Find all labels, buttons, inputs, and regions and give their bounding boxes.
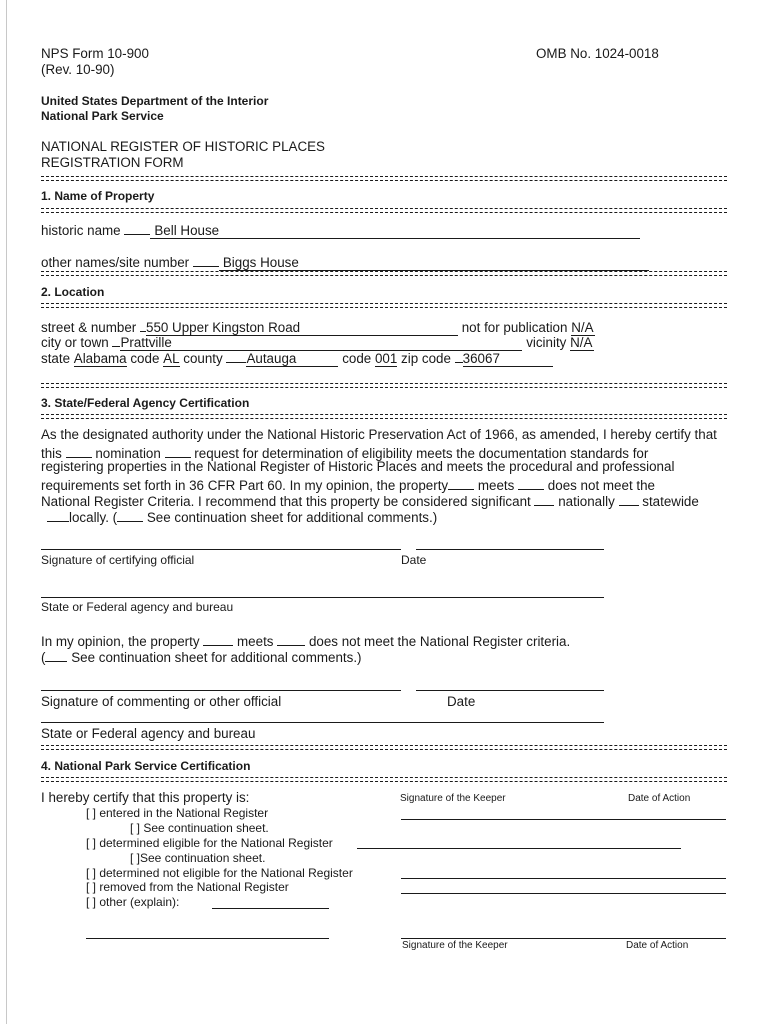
state-code-field[interactable]: AL xyxy=(163,351,180,366)
statewide-blank[interactable] xyxy=(619,491,639,506)
section-divider xyxy=(41,745,727,750)
cert-meets: meets xyxy=(477,478,515,493)
state-label: state xyxy=(41,351,71,366)
option-removed[interactable]: [ ] removed from the National Register xyxy=(86,880,289,894)
opinion-line2 xyxy=(41,647,362,666)
opinion-meets: meets xyxy=(237,634,274,649)
option-eligible-continuation[interactable]: [ ]See continuation sheet. xyxy=(130,851,266,865)
zip-label: zip code xyxy=(401,351,451,366)
keeper-signature-label: Signature of the Keeper xyxy=(400,793,506,804)
option-entered[interactable]: [ ] entered in the National Register xyxy=(86,806,269,820)
underline xyxy=(226,348,246,363)
certifying-date-label: Date xyxy=(401,553,427,567)
option-other[interactable]: [ ] other (explain): xyxy=(86,895,180,909)
scan-edge-line xyxy=(6,0,7,1024)
nationally-blank[interactable] xyxy=(534,491,554,506)
cert-continuation: See continuation sheet for additional comments.) xyxy=(146,510,438,525)
county-code-field[interactable]: 001 xyxy=(374,351,398,366)
state-code-label: code xyxy=(130,351,160,366)
street-label: street & number xyxy=(41,320,137,335)
request-blank[interactable] xyxy=(165,443,191,458)
opinion-not-meet-blank[interactable] xyxy=(277,631,305,646)
form-title-line1: NATIONAL REGISTER OF HISTORIC PLACES xyxy=(41,139,325,154)
county-label: county xyxy=(183,351,223,366)
agency-bureau-line[interactable] xyxy=(41,597,604,598)
underline xyxy=(455,348,463,363)
option-entered-continuation[interactable]: [ ] See continuation sheet. xyxy=(130,821,269,835)
not-for-publication-field[interactable]: N/A xyxy=(571,320,594,335)
not-for-publication-label: not for publication xyxy=(461,320,568,335)
section-divider xyxy=(41,303,727,308)
other-names-label: other names/site number xyxy=(41,255,190,270)
underline xyxy=(112,332,120,347)
cert-recommend: National Register Criteria. I recommend that this property be considered significant xyxy=(41,494,531,509)
certifying-signature-label: Signature of certifying official xyxy=(41,553,195,567)
commenting-signature-line[interactable] xyxy=(41,690,401,691)
cert-locally: locally. ( xyxy=(69,510,118,525)
locally-blank[interactable] xyxy=(47,507,69,522)
nomination-blank[interactable] xyxy=(66,443,92,458)
agency-bureau-line-2[interactable] xyxy=(41,722,604,723)
section-divider xyxy=(41,271,727,276)
city-field[interactable]: Prattville xyxy=(120,336,522,351)
section-divider xyxy=(41,208,727,213)
section-divider xyxy=(41,777,727,782)
eligible-signature-line[interactable] xyxy=(357,848,681,849)
continuation-blank[interactable] xyxy=(117,507,143,522)
not-meet-blank[interactable] xyxy=(518,475,544,490)
keeper-certify-text: I hereby certify that this property is: xyxy=(41,790,250,805)
form-revision: (Rev. 10-90) xyxy=(41,62,115,77)
cert-text-line3: registering properties in the National Register of Historic Places and meets the procedural and professional xyxy=(41,459,675,474)
keeper-signature-line-bottom[interactable] xyxy=(401,938,726,939)
commenting-signature-label: Signature of commenting or other official xyxy=(41,694,282,709)
opinion-text: In my opinion, the property xyxy=(41,634,200,649)
not-eligible-signature-line[interactable] xyxy=(401,878,726,879)
date-of-action-label: Date of Action xyxy=(628,793,691,804)
form-id: NPS Form 10-900 xyxy=(41,46,149,61)
underline xyxy=(124,220,150,235)
cert-nomination: nomination xyxy=(95,446,161,461)
section1-heading: 1. Name of Property xyxy=(41,189,155,203)
section-divider xyxy=(41,176,727,181)
zip-field[interactable]: 36067 xyxy=(463,352,553,367)
opinion-paren: ( xyxy=(41,650,46,665)
opinion-not-meet: does not meet the National Register criteria. xyxy=(308,634,571,649)
agency-bureau-label-2: State or Federal agency and bureau xyxy=(41,726,256,741)
section3-heading: 3. State/Federal Agency Certification xyxy=(41,396,250,410)
county-field[interactable]: Autauga xyxy=(246,352,338,367)
option-not-eligible[interactable]: [ ] determined not eligible for the National Register xyxy=(86,866,353,880)
certifying-date-line[interactable] xyxy=(416,549,604,550)
vicinity-field[interactable]: N/A xyxy=(570,335,593,350)
opinion-meets-blank[interactable] xyxy=(203,631,233,646)
city-label: city or town xyxy=(41,335,109,350)
cert-statewide: statewide xyxy=(642,494,699,509)
cert-this: this xyxy=(41,446,62,461)
section2-heading: 2. Location xyxy=(41,285,105,299)
county-code-label: code xyxy=(342,351,372,366)
other-explain-line-2[interactable] xyxy=(86,938,329,939)
cert-opinion: requirements set forth in 36 CFR Part 60. In my opinion, the property xyxy=(41,478,449,493)
other-names-field[interactable]: Biggs House xyxy=(219,256,649,271)
commenting-date-label: Date xyxy=(447,694,476,709)
underline xyxy=(193,252,219,267)
historic-name-row xyxy=(41,220,640,239)
entered-signature-line[interactable] xyxy=(401,819,726,820)
removed-signature-line[interactable] xyxy=(401,893,726,894)
omb-number: OMB No. 1024-0018 xyxy=(536,46,659,61)
other-explain-line[interactable] xyxy=(212,908,329,909)
keeper-signature-label-bottom: Signature of the Keeper xyxy=(402,940,508,951)
cert-text-line1: As the designated authority under the National Historic Preservation Act of 1966, as amended, I hereby certify that xyxy=(41,427,717,442)
opinion-continuation: See continuation sheet for additional comments.) xyxy=(71,650,362,665)
cert-nationally: nationally xyxy=(558,494,615,509)
meets-blank[interactable] xyxy=(448,475,474,490)
form-title-line2: REGISTRATION FORM xyxy=(41,155,184,170)
state-row xyxy=(41,348,553,367)
section-divider xyxy=(41,414,727,419)
vicinity-label: vicinity xyxy=(526,335,567,350)
cert-text-line6 xyxy=(47,507,437,526)
state-field[interactable]: Alabama xyxy=(73,351,127,366)
section-divider xyxy=(41,383,727,388)
commenting-date-line[interactable] xyxy=(416,690,604,691)
department-name: United States Department of the Interior xyxy=(41,94,269,108)
option-eligible[interactable]: [ ] determined eligible for the National Register xyxy=(86,836,333,850)
cert-request: request for determination of eligibility meets the documentation standards for xyxy=(194,446,649,461)
other-names-row xyxy=(41,252,649,271)
street-field[interactable]: 550 Upper Kingston Road xyxy=(146,321,458,336)
certifying-signature-line[interactable] xyxy=(41,549,401,550)
historic-name-field[interactable]: Bell House xyxy=(150,224,640,239)
agency-name: National Park Service xyxy=(41,109,164,123)
section4-heading: 4. National Park Service Certification xyxy=(41,759,251,773)
historic-name-label: historic name xyxy=(41,223,121,238)
opinion-continuation-blank[interactable] xyxy=(45,647,67,662)
cert-not-meet: does not meet the xyxy=(547,478,655,493)
agency-bureau-label: State or Federal agency and bureau xyxy=(41,600,234,614)
date-of-action-label-bottom: Date of Action xyxy=(626,940,689,951)
